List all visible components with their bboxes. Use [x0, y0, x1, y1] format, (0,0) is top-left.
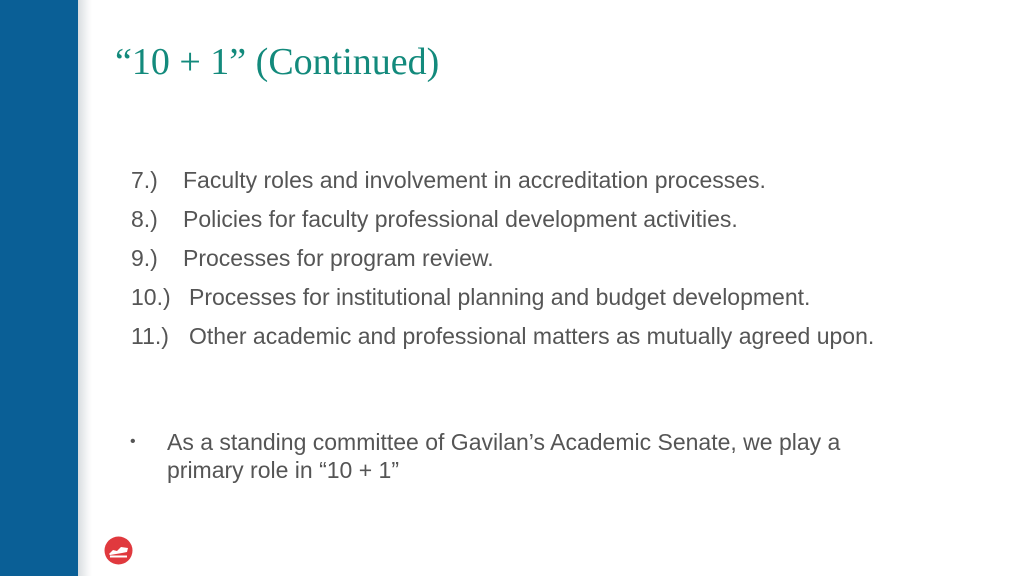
- list-item-number: 7.): [131, 167, 158, 193]
- list-item-text: Policies for faculty professional development activities.: [183, 206, 738, 232]
- list-item: [131, 283, 931, 311]
- gavilan-logo-icon: [104, 536, 133, 565]
- list-item: [131, 205, 931, 233]
- left-accent-bar: [0, 0, 78, 576]
- slide-title: “10 + 1” (Continued): [115, 41, 440, 83]
- bullet-dot: •: [130, 433, 136, 450]
- bullet-text: As a standing committee of Gavilan’s Academic Senate, we play a primary role in “10 + 1”: [167, 429, 841, 483]
- list-item-number: 10.): [131, 284, 171, 310]
- list-item: [131, 322, 931, 350]
- list-item-text: Processes for institutional planning and budget development.: [189, 284, 811, 310]
- bullet-paragraph: [130, 428, 920, 484]
- accent-bar-shadow: [78, 0, 92, 576]
- numbered-list: [131, 166, 931, 361]
- list-item-number: 8.): [131, 206, 158, 232]
- list-item: [131, 166, 931, 194]
- list-item-text: Faculty roles and involvement in accreditation processes.: [183, 167, 766, 193]
- list-item-text: Processes for program review.: [183, 245, 494, 271]
- list-item: [131, 244, 931, 272]
- list-item-number: 9.): [131, 245, 158, 271]
- list-item-text: Other academic and professional matters as mutually agreed upon.: [189, 323, 875, 349]
- list-item-number: 11.): [131, 323, 169, 349]
